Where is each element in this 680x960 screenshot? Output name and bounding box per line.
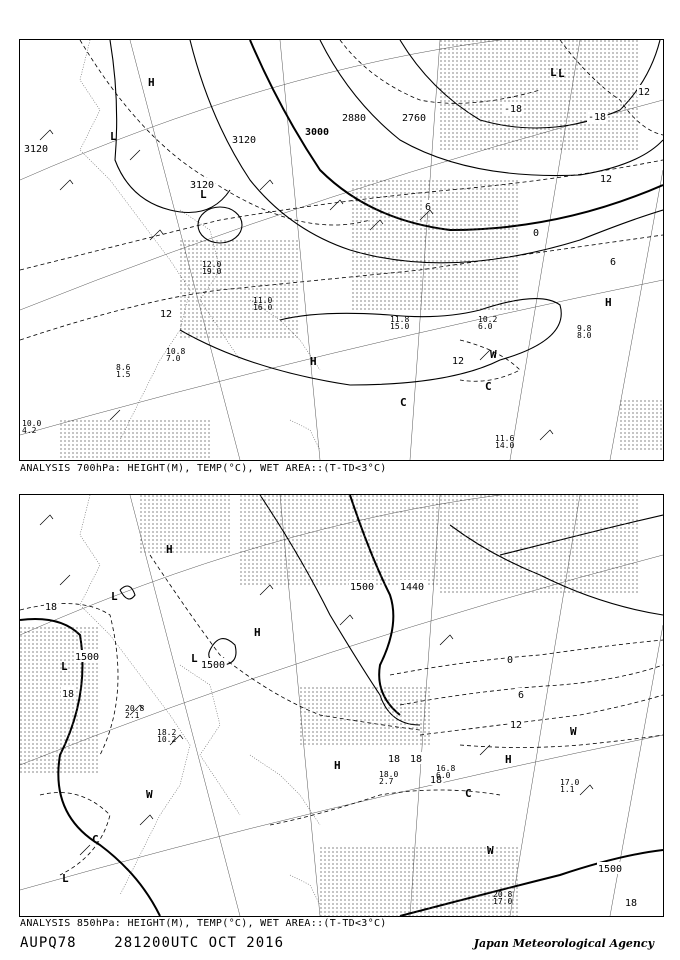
height-label: 1500 xyxy=(350,582,375,593)
temperature-label: 6 xyxy=(518,690,525,701)
station-plot: 11.6 14.0 xyxy=(495,434,515,450)
pressure-system-C: C xyxy=(400,396,407,409)
temperature-label: 0 xyxy=(533,228,540,239)
temperature-label: 18 xyxy=(388,754,401,765)
temperature-label: -18 xyxy=(504,104,523,115)
station-plot: 17.0 1.1 xyxy=(560,778,580,794)
temperature-label: 12 xyxy=(600,174,613,185)
height-labels xyxy=(23,111,428,191)
bulletin-datetime: 281200UTC OCT 2016 xyxy=(114,935,285,951)
height-label: 1500 xyxy=(75,652,100,663)
station-plot: 11.0 16.0 xyxy=(253,296,273,312)
pressure-system-L: L xyxy=(62,872,69,885)
caption-700hpa: ANALYSIS 700hPa: HEIGHT(M), TEMP(°C), WET AREA::(T-TD<3°C) xyxy=(20,463,387,474)
temperature-label: 18 xyxy=(430,775,443,786)
height-label: 2760 xyxy=(402,113,427,124)
pressure-system-H: H xyxy=(254,626,261,639)
pressure-system-L: L xyxy=(110,130,117,143)
pressure-system-L: L xyxy=(558,67,565,80)
station-plot: 9.8 8.0 xyxy=(577,324,592,340)
station-plot: 10.2 6.0 xyxy=(478,315,498,331)
pressure-system-L: L xyxy=(111,590,118,603)
pressure-system-H: H xyxy=(605,296,612,309)
station-plot: 20.8 2.1 xyxy=(125,704,145,720)
pressure-system-W: W xyxy=(570,725,577,738)
pressure-system-W: W xyxy=(487,844,494,857)
map-panel-700hpa xyxy=(19,39,664,461)
station-plot: 20.8 17.0 xyxy=(493,890,513,906)
pressure-system-L: L xyxy=(550,66,557,79)
temperature-label: 18 xyxy=(410,754,423,765)
pressure-system-H: H xyxy=(310,355,317,368)
agency-name: Japan Meteorological Agency xyxy=(473,937,654,950)
pressure-system-H: H xyxy=(148,76,155,89)
station-plot: 16.8 6.0 xyxy=(436,764,456,780)
height-label: 1440 xyxy=(400,582,425,593)
footer-bulletin-line xyxy=(20,935,284,951)
pressure-system-H: H xyxy=(505,753,512,766)
height-label: 1500 xyxy=(201,660,226,671)
pressure-system-C: C xyxy=(485,380,492,393)
temperature-label: 6 xyxy=(425,202,432,213)
temperature-label: -18 xyxy=(588,112,607,123)
temperature-label: 12 xyxy=(160,309,173,320)
station-plot: 11.8 15.0 xyxy=(390,315,410,331)
station-plot: 18.0 2.7 xyxy=(379,770,399,786)
pressure-system-W: W xyxy=(490,348,497,361)
temperature-label: 12 xyxy=(638,87,651,98)
pressure-system-L: L xyxy=(200,188,207,201)
weather-map-700hpa xyxy=(20,40,663,460)
wet-area-hatching xyxy=(20,495,640,916)
temperature-label: 12 xyxy=(452,356,465,367)
pressure-system-L: L xyxy=(61,660,68,673)
pressure-system-W: W xyxy=(146,788,153,801)
pressure-system-H: H xyxy=(334,759,341,772)
temperature-label: 18 xyxy=(625,898,638,909)
temperature-label: 12 xyxy=(510,720,523,731)
caption-850hpa: ANALYSIS 850hPa: HEIGHT(M), TEMP(°C), WET AREA::(T-TD<3°C) xyxy=(20,918,387,929)
pressure-system-C: C xyxy=(465,787,472,800)
height-label: 3120 xyxy=(24,144,49,155)
temperature-label: 18 xyxy=(45,602,58,613)
map-panel-850hpa xyxy=(19,494,664,917)
weather-map-850hpa xyxy=(20,495,663,916)
pressure-system-C: C xyxy=(92,833,99,846)
height-label: 2880 xyxy=(342,113,367,124)
temperature-label: 6 xyxy=(610,257,617,268)
height-label: 3000 xyxy=(305,127,330,138)
pressure-system-H: H xyxy=(166,543,173,556)
station-plot: 12.0 19.0 xyxy=(202,260,222,276)
station-plot: 8.6 1.5 xyxy=(116,363,131,379)
station-plot: 10.8 7.0 xyxy=(166,347,186,363)
pressure-system-L: L xyxy=(191,652,198,665)
station-plot: 18.2 10.2 xyxy=(157,728,177,744)
temperature-label: 18 xyxy=(62,689,75,700)
height-label: 3120 xyxy=(190,180,215,191)
bulletin-code: AUPQ78 xyxy=(20,935,77,951)
height-label: 1500 xyxy=(598,864,623,875)
height-label: 3120 xyxy=(232,135,257,146)
temperature-label: 0 xyxy=(507,655,514,666)
station-plot: 10.0 4.2 xyxy=(22,419,42,435)
